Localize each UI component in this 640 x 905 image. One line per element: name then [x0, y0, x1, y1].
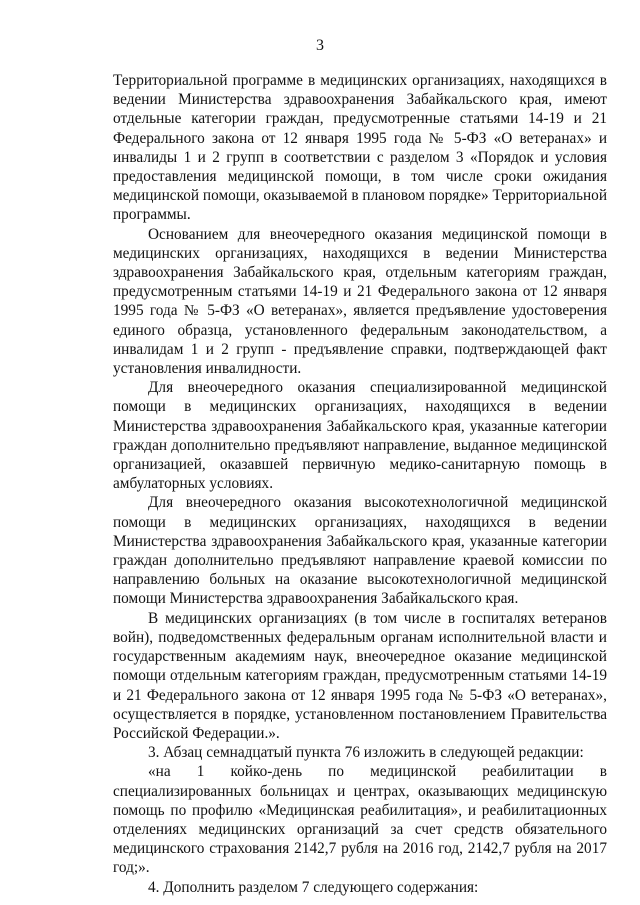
paragraph-high-tech-care: Для внеочередного оказания высокотехнологичной медицинской помощи в медицинских организациях, находящихся в ведении Министерства здравоохранения Забайкальского края, указанные категории граждан дополнительно предъявляют направление краевой комиссии по направлению больных на оказание высокотехнологичной медицинской помощи Министерства здравоохранения Забайкальского края. [113, 494, 607, 608]
paragraph-amendment-3: 3. Абзац семнадцатый пункта 76 изложить в следующей редакции: [148, 744, 584, 762]
paragraph-amendment-3-text: «на 1 койко-день по медицинской реабилитации в специализированных больницах и центрах, оказывающих медицинскую помощь по профилю «Медицинская реабилитация», и реабилитационных отделениях медицинских организаций за счет средств обязательного медицинского страхования 2142,7 рубля на 2016 год, 2142,7 рубля на 2017 год;». [113, 763, 607, 877]
paragraph-amendment-4: 4. Дополнить разделом 7 следующего содержания: [148, 878, 479, 896]
paragraph-specialized-care: Для внеочередного оказания специализированной медицинской помощи в медицинских организациях, находящихся в ведении Министерства здравоохранения Забайкальского края, указанные категории граждан дополнительно предъявляют направление, выданное медицинской организацией, оказавшей первичную медико-санитарную помощь в амбулаторных условиях. [113, 379, 607, 493]
paragraph-continuation: Территориальной программе в медицинских организациях, находящихся в ведении Министерства здравоохранения Забайкальского края, имеют отдельные категории граждан, предусмотренные статьями 14-19 и 21 Федерального закона от 12 января 1995 года № 5-ФЗ «О ветеранах» и инвалиды 1 и 2 групп в соответствии с разделом 3 «Порядок и условия предоставления медицинской помощи, в том числе сроки ожидания медицинской помощи, оказываемой в плановом порядке» Территориальной программы. [113, 72, 607, 224]
document-body [113, 71, 607, 897]
paragraph-basis: Основанием для внеочередного оказания медицинской помощи в медицинских организациях, находящихся в ведении Министерства здравоохранения Забайкальского края, отдельным категориям граждан, предусмотренным статьями 14-19 и 21 Федерального закона от 12 января 1995 года № 5-ФЗ «О ветеранах», является предъявление удостоверения единого образца, установленного федеральным законодательством, а инвалидам 1 и 2 групп - предъявление справки, подтверждающей факт установления инвалидности. [113, 225, 607, 378]
page-number: 3 [316, 37, 324, 54]
paragraph-federal-organizations: В медицинских организациях (в том числе в госпиталях ветеранов войн), подведомственных федеральным органам исполнительной власти и государственным академиям наук, внеочередное оказание медицинской помощи отдельным категориям граждан, предусмотренным статьями 14-19 и 21 Федерального закона от 12 января 1995 года № 5-ФЗ «О ветеранах», осуществляется в порядке, установленном постановлением Правительства Российской Федерации.». [113, 609, 607, 742]
